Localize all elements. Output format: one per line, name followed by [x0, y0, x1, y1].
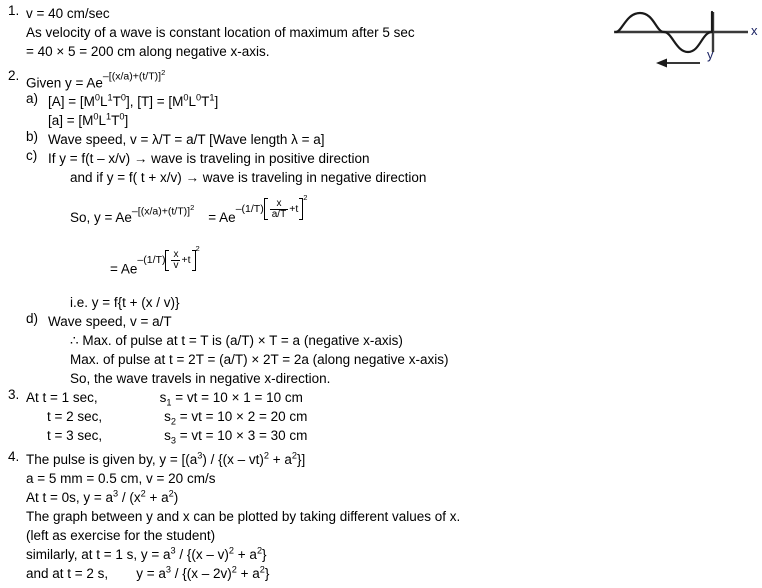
given-exponent-power: 2 [161, 68, 166, 77]
part-a-line-1: $[A] = [M^0L^1T^0]$, $[T] = [M^0L^0T^1]$ [48, 92, 219, 110]
item-4-line-1-d: }] [296, 452, 306, 467]
item-4-exp-3d: 3 [165, 564, 171, 575]
part-b-body [48, 130, 620, 149]
eq1-fraction [269, 199, 289, 220]
part-b-text: Wave speed, v = λ/T = a/T [Wave length λ = a] [48, 132, 325, 148]
item-4-line-3-d: ) [173, 490, 179, 505]
part-d-body [48, 312, 620, 388]
item-4-exp-2e: 2 [228, 545, 235, 556]
item-3-row-3 [26, 426, 620, 445]
item-4-line-5: (left as exercise for the student) [26, 528, 216, 543]
item-4-line-7-a: and at t = 2 s, [26, 566, 109, 581]
item-2 [0, 69, 620, 388]
item-2-part-c [26, 149, 620, 312]
part-c-body [48, 149, 620, 312]
item-1-number: 1. [8, 3, 20, 18]
part-a-label: a) [26, 91, 39, 107]
item-2-part-d [26, 312, 620, 388]
item-4-line-7 [26, 564, 740, 583]
item-3-number: 3. [8, 387, 20, 402]
item-4-exp-2d: 2 [168, 488, 174, 499]
direction-arrow-head [656, 59, 667, 68]
given-exponent-base: –[(x/a)+(t/T)] [102, 70, 162, 83]
part-c-label: c) [26, 148, 38, 164]
eq1-bracket [264, 198, 304, 220]
part-c-line-1: If y = f(t – x/v) → wave is traveling in positive direction [48, 151, 370, 167]
item-4-line-6 [26, 545, 740, 564]
eq1-coefficient: –(1/T) [235, 202, 264, 215]
item-2-part-b [26, 130, 620, 149]
item-3-result-idx-2: 2 [170, 416, 177, 427]
eq1-fraction-numerator: x [276, 197, 282, 209]
item-4-line-7-e: } [264, 566, 270, 581]
eq1-lead: So, y = Ae [70, 210, 132, 226]
given-exponent [103, 69, 165, 83]
item-4-exp-2f: 2 [256, 545, 263, 556]
eq2-lead: = Ae [110, 261, 138, 277]
item-2-number: 2. [8, 68, 20, 83]
y-axis-label: y [707, 47, 714, 62]
item-2-given [26, 69, 620, 92]
eq1-fraction-denominator: a/T [271, 208, 287, 220]
eq2-coefficient: –(1/T) [137, 254, 166, 267]
item-4-exp-2a: 2 [263, 450, 269, 461]
item-4-line-6-b: / {(x – v) [175, 547, 229, 562]
item-3-result-sym-2: s [164, 409, 171, 424]
item-4-line-1-c: + a [268, 452, 292, 467]
eq2-fraction-denominator: v [173, 259, 179, 271]
part-a-body [48, 92, 620, 130]
item-3-result-3: = vt = 10 × 3 = 30 cm [176, 428, 308, 443]
item-4-exp-3c: 3 [170, 545, 176, 556]
item-3-result-idx-3: 3 [170, 435, 177, 446]
eq2-bracket-inner [169, 250, 191, 271]
part-d-line-3: Max. of pulse at t = 2T = (a/T) × 2T = 2a (along negative x-axis) [70, 352, 449, 368]
eq2-bracket-tail: +t [181, 253, 191, 266]
item-3-row-2 [26, 407, 620, 426]
item-3-result-1: = vt = 10 × 1 = 10 cm [171, 390, 303, 405]
item-3-body [26, 388, 620, 445]
eq2-fraction-numerator: x [173, 248, 179, 260]
item-4-line-7-d: + a [236, 566, 260, 581]
item-1-line-3: = 40 × 5 = 200 cm along negative x-axis. [26, 44, 270, 59]
wave-diagram [612, 2, 762, 80]
item-3-result-sym-1: s [159, 390, 167, 405]
item-4-line-2: a = 5 mm = 0.5 cm, v = 20 cm/s [26, 471, 216, 486]
item-4-number: 4. [8, 449, 20, 464]
item-4-exp-3a: 3 [197, 450, 203, 461]
item-4-line-3-c: + a [145, 490, 169, 505]
item-4-line-1 [26, 450, 740, 469]
part-d-line-1: Wave speed, v = a/T [48, 314, 172, 330]
eq2-fraction [170, 250, 181, 271]
item-4-line-3-b: / (x [118, 490, 141, 505]
item-3-result-idx-1: 1 [166, 397, 172, 408]
item-4-line-6-d: } [262, 547, 267, 562]
item-4-line-4: The graph between y and x can be plotted by taking different values of x. [26, 509, 461, 524]
item-3 [0, 388, 620, 445]
part-b-label: b) [26, 129, 39, 145]
part-c-conclusion: i.e. y = f{t + (x / v)} [70, 295, 180, 311]
part-d-line-4: So, the wave travels in negative x-direction. [70, 371, 331, 387]
item-4-line-6-c: + a [234, 547, 257, 562]
item-4-exp-2b: 2 [291, 450, 297, 461]
eq1-exponent-power: 2 [190, 203, 195, 212]
eq1-bracket-inner [268, 199, 300, 220]
item-1 [0, 4, 620, 61]
item-4-line-7-b: y = a [136, 566, 166, 581]
eq1-mid: = Ae [208, 210, 236, 226]
part-d-line-2: ∴ Max. of pulse at t = T is (a/T) × T = a (negative x-axis) [70, 333, 403, 349]
eq1-bracket-power: 2 [303, 193, 308, 203]
item-4-line-7-c: / {(x – 2v) [170, 566, 232, 581]
part-c-equation-2 [48, 243, 620, 293]
item-3-time-1: At t = 1 sec, [26, 390, 98, 405]
item-1-line-2: As velocity of a wave is constant location of maximum after 5 sec [26, 25, 415, 40]
eq2-bracket [165, 250, 195, 272]
part-a-line-2: $[a] = [M^0L^1T^0]$ [48, 111, 129, 129]
item-4-exp-2c: 2 [140, 488, 146, 499]
item-4-body [26, 450, 740, 583]
item-3-result-sym-3: s [164, 428, 171, 443]
wave-diagram-svg [612, 2, 762, 80]
eq2-bracket-power: 2 [195, 244, 200, 254]
part-d-label: d) [26, 311, 39, 327]
item-3-time-3: t = 3 sec, [47, 428, 103, 443]
given-prefix: Given y = Ae [26, 75, 103, 91]
item-2-body [26, 69, 620, 388]
item-3-time-2: t = 2 sec, [47, 409, 103, 424]
item-4-exp-2g: 2 [231, 564, 237, 575]
item-4-exp-3b: 3 [113, 488, 119, 499]
item-1-body [26, 4, 620, 61]
item-4-line-1-a: The pulse is given by, y = [(a [26, 452, 198, 467]
item-2-part-a [26, 92, 620, 130]
item-4-line-3 [26, 488, 740, 507]
item-1-line-1: v = 40 cm/sec [26, 6, 110, 21]
item-4-line-1-b: ) / {(x – vt) [202, 452, 264, 467]
eq2-bracket-exponent [137, 245, 199, 271]
x-axis-label: x [751, 23, 758, 38]
item-4-exp-2h: 2 [259, 564, 265, 575]
eq1-exponent [132, 204, 194, 218]
item-3-row-1 [26, 388, 620, 407]
eq1-bracket-tail: +t [289, 202, 299, 215]
eq1-exponent-base: –[(x/a)+(t/T)] [131, 205, 191, 218]
item-4-line-6-a: similarly, at t = 1 s, y = a [26, 547, 171, 562]
part-c-line-2: and if y = f( t + x/v) → wave is traveling in negative direction [70, 170, 427, 186]
item-3-result-2: = vt = 10 × 2 = 20 cm [176, 409, 308, 424]
part-c-equation-1 [48, 187, 620, 243]
item-4-line-3-a: At t = 0s, y = a [26, 490, 114, 505]
item-4 [0, 450, 740, 583]
eq1-bracket-exponent [236, 194, 308, 220]
